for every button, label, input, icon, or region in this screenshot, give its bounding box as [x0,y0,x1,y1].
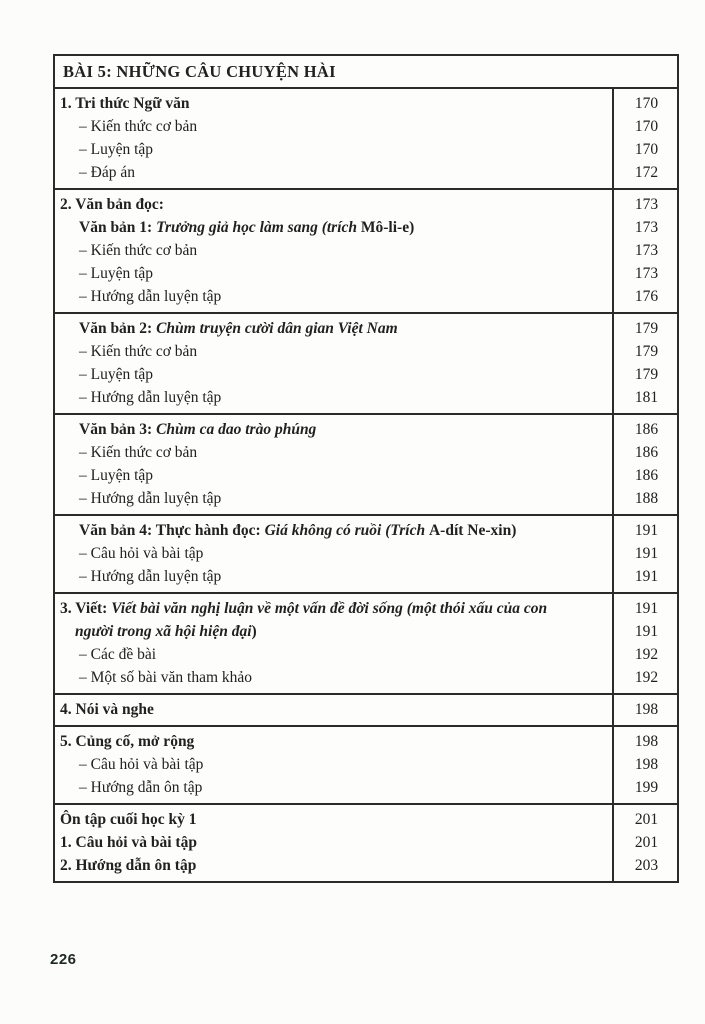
toc-entry-page: 186 [634,467,659,484]
toc-entry-title: – Hướng dẫn luyện tập [79,490,222,507]
toc-entry-title: Văn bản 2: Chùm truyện cười dân gian Việt Nam [79,320,398,337]
toc-entry-title: – Luyện tập [79,366,154,383]
toc-group [55,312,677,413]
toc-entry-title: – Câu hỏi và bài tập [79,756,204,773]
toc-group [55,693,677,725]
toc-entry-title: – Kiến thức cơ bản [79,242,198,259]
toc-row [55,262,677,285]
toc-entry-title: 5. Củng cố, mở rộng [60,733,195,750]
toc-entry-title: – Luyện tập [79,265,154,282]
toc-entry-page: 186 [634,444,659,461]
toc-entry-page: 198 [634,756,659,773]
toc-row [55,487,677,510]
toc-entry-page: 203 [634,857,659,874]
toc-entry-title: – Hướng dẫn luyện tập [79,389,222,406]
toc-entry-title: 1. Tri thức Ngữ văn [60,95,190,112]
toc-entry-page: 179 [634,320,659,337]
toc-row [55,115,677,138]
toc-entry-page: 191 [634,623,659,640]
toc-group [55,188,677,312]
toc-row [55,542,677,565]
toc-entry-title: 4. Nói và nghe [60,701,154,718]
toc-header-title: BÀI 5: NHỮNG CÂU CHUYỆN HÀI [55,56,677,89]
toc-row [55,620,677,643]
toc-entry-page: 191 [634,545,659,562]
toc-row [55,216,677,239]
toc-row [55,363,677,386]
toc-entry-page: 201 [634,811,659,828]
toc-row [55,519,677,542]
toc-row [55,92,677,115]
toc-entry-page: 192 [634,646,659,663]
toc-row [55,643,677,666]
toc-entry-page: 172 [634,164,659,181]
toc-row [55,239,677,262]
toc-entry-page: 191 [634,568,659,585]
toc-entry-page: 176 [634,288,659,305]
toc-entry-title: 2. Văn bản đọc: [60,196,164,213]
toc-entry-title: – Một số bài văn tham khảo [79,669,253,686]
toc-entry-page: 173 [634,196,659,213]
toc-entry-title: – Các đề bài [79,646,157,663]
toc-entry-page: 170 [634,141,659,158]
toc-row [55,666,677,689]
toc-row [55,808,677,831]
toc-entry-page: 191 [634,522,659,539]
toc-entry-title: – Đáp án [79,164,135,181]
toc-entry-page: 170 [634,95,659,112]
toc-group [55,89,677,188]
toc-row [55,418,677,441]
toc-row [55,565,677,588]
toc-group [55,413,677,514]
toc-entry-title: Ôn tập cuối học kỳ 1 [60,811,197,828]
toc-entry-title: – Kiến thức cơ bản [79,444,198,461]
toc-entry-page: 179 [634,343,659,360]
toc-row [55,464,677,487]
column-divider [612,89,614,881]
toc-entry-title: – Luyện tập [79,467,154,484]
toc-entry-page: 188 [634,490,659,507]
toc-row [55,161,677,184]
toc-row [55,854,677,877]
toc-entry-page: 191 [634,600,659,617]
toc-row [55,386,677,409]
toc-row [55,730,677,753]
toc-row [55,698,677,721]
toc-row [55,193,677,216]
toc-entry-title: Văn bản 4: Thực hành đọc: Giá không có ruồi (Trích A-dít Ne-xin) [79,522,517,539]
toc-entry-title: – Kiến thức cơ bản [79,343,198,360]
toc-entry-page: 198 [634,733,659,750]
toc-entry-page: 179 [634,366,659,383]
toc-entry-title: 2. Hướng dẫn ôn tập [60,857,197,874]
toc-entry-page: 198 [634,701,659,718]
toc-entry-title: – Hướng dẫn luyện tập [79,568,222,585]
toc-row [55,753,677,776]
toc-entry-page: 192 [634,669,659,686]
toc-group [55,725,677,803]
toc-row [55,340,677,363]
toc-group [55,803,677,881]
toc-group [55,592,677,693]
toc-row [55,317,677,340]
toc-row [55,831,677,854]
toc-entry-title: Văn bản 1: Trưởng giả học làm sang (trích Mô-li-e) [79,219,415,236]
toc-entry-page: 181 [634,389,659,406]
toc-entry-page: 201 [634,834,659,851]
toc-entry-page: 173 [634,242,659,259]
toc-entry-page: 199 [634,779,659,796]
toc-entry-page: 173 [634,219,659,236]
toc-entry-page: 173 [634,265,659,282]
toc-row [55,138,677,161]
toc-entry-title: – Hướng dẫn ôn tập [79,779,203,796]
toc-entry-title: – Luyện tập [79,141,154,158]
toc-entry-title: – Hướng dẫn luyện tập [79,288,222,305]
toc-entry-page: 186 [634,421,659,438]
toc-body [55,89,677,881]
toc-row [55,597,677,620]
toc-group [55,514,677,592]
footer-page-number: 226 [50,951,77,968]
toc-row [55,441,677,464]
toc-row [55,776,677,799]
toc-table [53,54,679,883]
toc-row [55,285,677,308]
toc-entry-title: 3. Viết: Viết bài văn nghị luận về một vấn đề đời sống (một thói xấu của con [60,600,548,617]
toc-entry-title: người trong xã hội hiện đại) [75,623,257,640]
toc-entry-title: – Kiến thức cơ bản [79,118,198,135]
toc-entry-page: 170 [634,118,659,135]
toc-entry-title: – Câu hỏi và bài tập [79,545,204,562]
toc-entry-title: Văn bản 3: Chùm ca dao trào phúng [79,421,317,438]
toc-entry-title: 1. Câu hỏi và bài tập [60,834,197,851]
